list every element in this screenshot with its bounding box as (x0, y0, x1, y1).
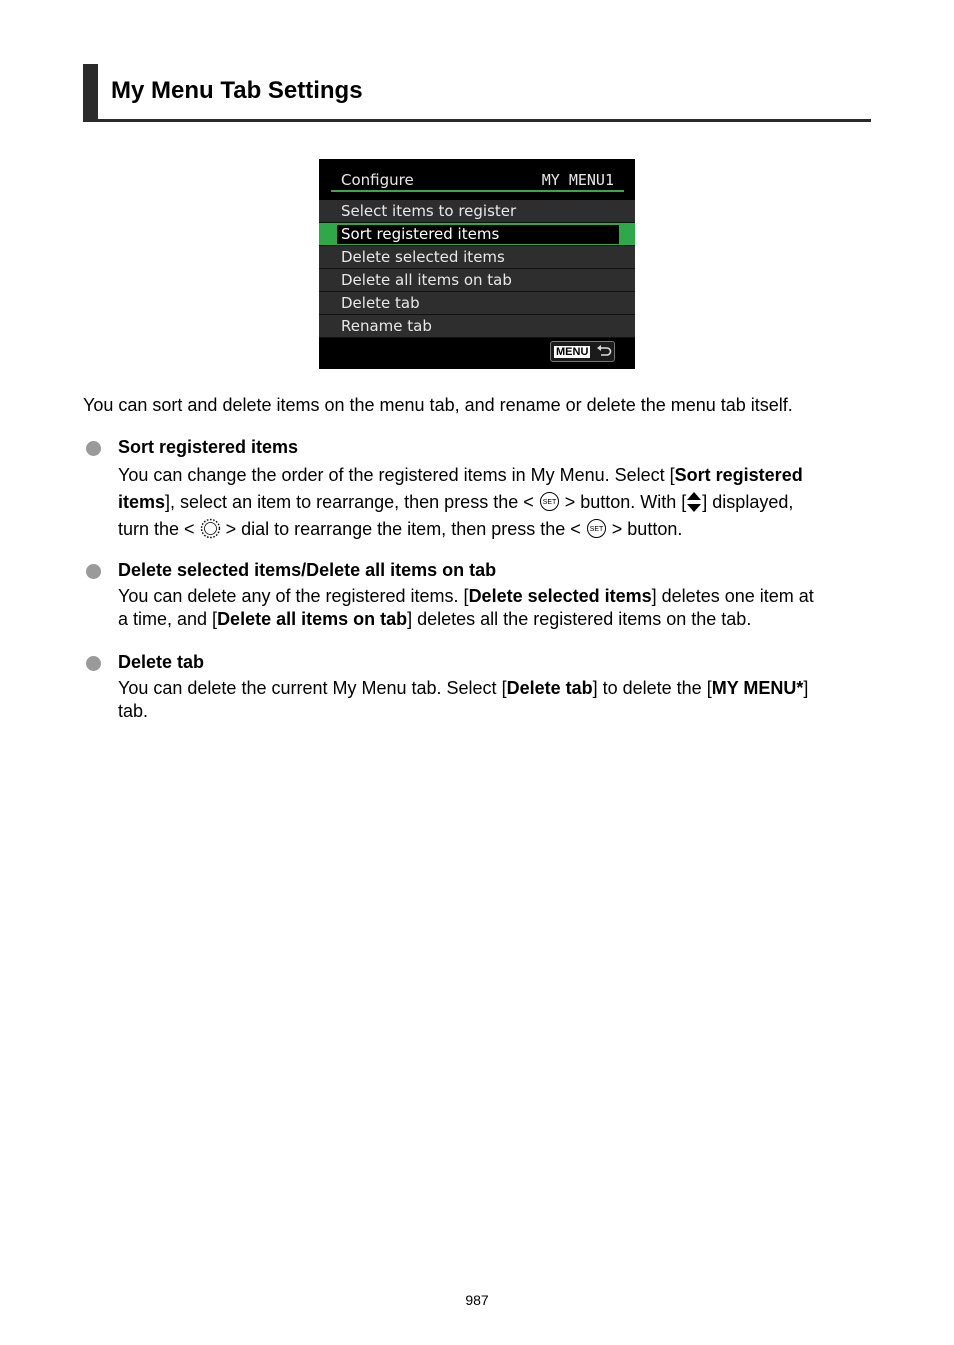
camera-menu-screenshot (319, 159, 635, 369)
page-title: My Menu Tab Settings (111, 77, 363, 104)
set-button-icon (539, 491, 560, 512)
screen-menu-item (319, 246, 635, 269)
svg-text:SET: SET (542, 499, 557, 507)
bullet-icon (86, 564, 101, 579)
section-title: Delete tab (118, 652, 205, 672)
text: ] (803, 678, 809, 698)
text: > dial to rearrange the item, then press the < (220, 519, 586, 539)
section-title: Delete selected items/Delete all items on tab (118, 560, 497, 580)
bullet-icon (86, 656, 101, 671)
body-line (118, 462, 870, 489)
section-body (118, 462, 870, 543)
bold-text: items (118, 492, 166, 512)
body-line (118, 585, 870, 608)
text: turn the < (118, 519, 200, 539)
screen-menu-item-label: Sort registered items (341, 225, 500, 243)
bold-text: Delete all items on tab (217, 609, 408, 629)
text: > button. (606, 519, 683, 539)
quick-control-dial-icon (200, 518, 221, 539)
screen-menu-item-label: Delete selected items (341, 248, 505, 266)
section-body (118, 585, 870, 631)
body-line (118, 677, 870, 700)
text: ] displayed, (702, 492, 794, 512)
intro-paragraph: You can sort and delete items on the menu tab, and rename or delete the menu tab itself. (83, 395, 793, 415)
bold-text: Sort registered (674, 465, 803, 485)
screen-menu-item-label: Rename tab (341, 317, 432, 335)
text: ] to delete the [ (592, 678, 712, 698)
set-button-icon (586, 518, 607, 539)
svg-text:SET: SET (589, 526, 604, 534)
bold-text: MY MENU* (711, 678, 804, 698)
screen-menu-item-label: Delete tab (341, 294, 420, 312)
menu-button-label: MENU (556, 346, 589, 358)
text: You can delete any of the registered items. [ (118, 586, 469, 606)
screen-tab-name: MY MENU1 (541, 171, 614, 189)
bold-text: Delete tab (506, 678, 593, 698)
text: ], select an item to rearrange, then press the < (165, 492, 539, 512)
text: > button. With [ (559, 492, 687, 512)
bold-text: Delete selected items (468, 586, 652, 606)
screen-title-underline (331, 190, 624, 192)
screen-menu-list (319, 200, 635, 338)
screen-menu-item (319, 200, 635, 223)
body-line (118, 516, 870, 543)
screen-menu-item (319, 269, 635, 292)
header-bar (83, 64, 98, 119)
screen-menu-item-label: Select items to register (341, 202, 517, 220)
text: a time, and [ (118, 609, 218, 629)
screen-menu-item-selected (319, 223, 635, 246)
body-line (118, 700, 870, 723)
body-line (118, 608, 870, 631)
text: You can delete the current My Menu tab. Select [ (118, 678, 507, 698)
section-body (118, 677, 870, 723)
text: tab. (118, 701, 149, 721)
return-arrow-icon (596, 345, 612, 359)
screen-menu-item (319, 315, 635, 338)
bullet-icon (86, 441, 101, 456)
menu-return-button (550, 341, 615, 362)
section-header (83, 64, 871, 122)
up-down-arrows-icon (686, 491, 702, 513)
screen-title: Configure (341, 171, 414, 189)
body-line (118, 489, 870, 516)
page-number: 987 (465, 1292, 489, 1308)
text: ] deletes all the registered items on the tab. (407, 609, 752, 629)
section-title: Sort registered items (118, 437, 299, 457)
screen-menu-item (319, 292, 635, 315)
screen-menu-item-label: Delete all items on tab (341, 271, 512, 289)
text: ] deletes one item at (651, 586, 814, 606)
text: You can change the order of the registered items in My Menu. Select [ (118, 465, 675, 485)
